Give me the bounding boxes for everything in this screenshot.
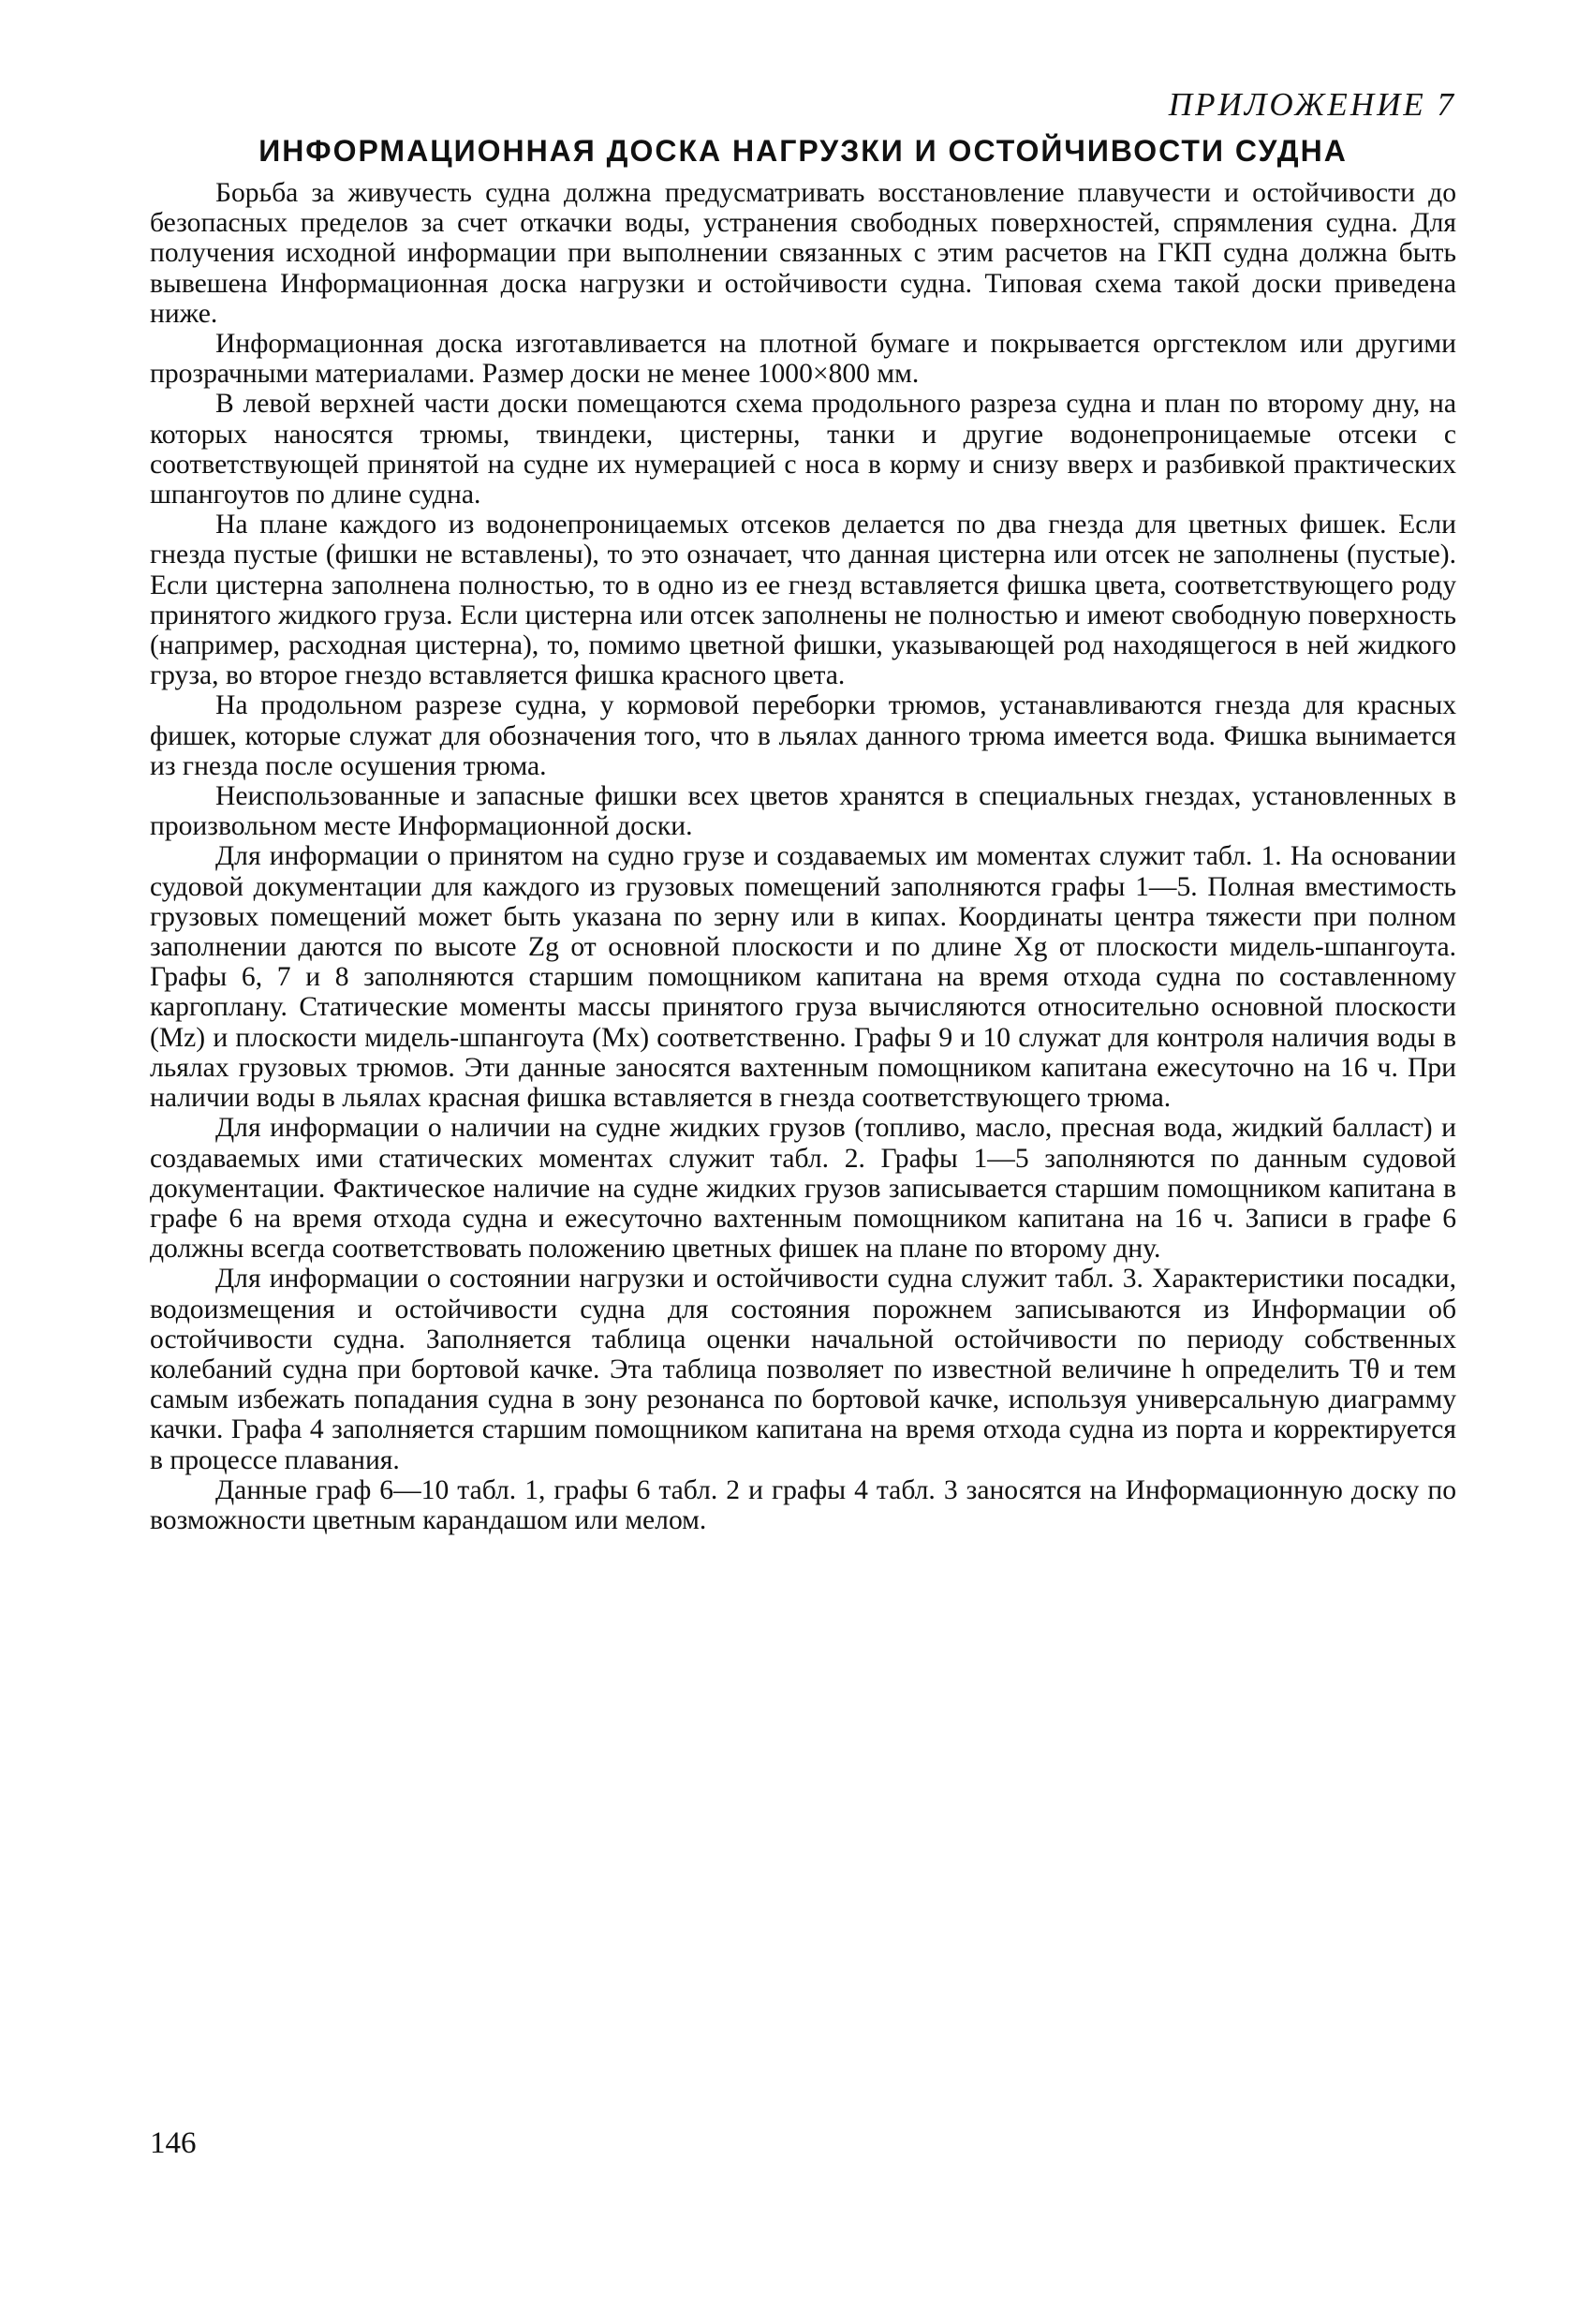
paragraph: Для информации о состоянии нагрузки и остойчивости судна служит табл. 3. Характеристики посадки, водоизмещения и остойчивости судна для состояния порожнем записываются из Информации об остойчивости судна. Заполняется таблица оценки начальной остойчивости по периоду собственных колебаний судна при бортовой качке. Эта таблица позволяет по известной величине h определить Tθ и тем самым избежать попадания судна в зону резонанса по бортовой качке, используя универсальную диаграмму качки. Графа 4 заполняется старшим помощником капитана на время отхода судна из порта и корректируется в процессе плавания. — [150, 1264, 1456, 1475]
document-page — [150, 84, 1456, 2267]
paragraph: На продольном разрезе судна, у кормовой переборки трюмов, устанавливаются гнезда для красных фишек, которые служат для обозначения того, что в льялах данного трюма имеется вода. Фишка вынимается из гнезда после осушения трюма. — [150, 690, 1456, 781]
paragraph: Неиспользованные и запасные фишки всех цветов хранятся в специальных гнездах, установленных в произвольном месте Информационной доски. — [150, 781, 1456, 842]
paragraph: Информационная доска изготавливается на плотной бумаге и покрывается оргстеклом или другими прозрачными материалами. Размер доски не менее 1000×800 мм. — [150, 329, 1456, 390]
paragraph: В левой верхней части доски помещаются схема продольного разреза судна и план по второму дну, на которых наносятся трюмы, твиндеки, цистерны, танки и другие водонепроницаемые отсеки с соответствующей принятой на судне их нумерацией с носа в корму и снизу вверх и разбивкой практических шпангоутов по длине судна. — [150, 389, 1456, 511]
paragraph: Борьба за живучесть судна должна предусматривать восстановление плавучести и остойчивости до безопасных пределов за счет откачки воды, устранения свободных поверхностей, спрямления судна. Для получения исходной информации при выполнении связанных с этим расчетов на ГКП судна должна быть вывешена Информационная доска нагрузки и остойчивости судна. Типовая схема такой доски приведена ниже. — [150, 178, 1456, 329]
page-number: 146 — [150, 2126, 197, 2160]
paragraph: На плане каждого из водонепроницаемых отсеков делается по два гнезда для цветных фишек. Если гнезда пустые (фишки не вставлены), то это означает, что данная цистерна или отсек не заполнены (пустые). Если цистерна заполнена полностью, то в одно из ее гнезд вставляется фишка цвета, соответствующего роду принятого жидкого груза. Если цистерна или отсек заполнены не полностью и имеют свободную поверхность (например, расходная цистерна), то, помимо цветной фишки, указывающей род находящегося в ней жидкого груза, во второе гнездо вставляется фишка красного цвета. — [150, 510, 1456, 691]
page-title: ИНФОРМАЦИОННАЯ ДОСКА НАГРУЗКИ И ОСТОЙЧИВОСТИ СУДНА — [258, 134, 1348, 168]
paragraph: Данные граф 6—10 табл. 1, графы 6 табл. 2 и графы 4 табл. 3 заносятся на Информационную доску по возможности цветным карандашом или мелом. — [150, 1474, 1456, 1535]
appendix-label: ПРИЛОЖЕНИЕ 7 — [1168, 86, 1456, 123]
paragraph: Для информации о принятом на судно грузе и создаваемых им моментах служит табл. 1. На основании судовой документации для каждого из грузовых помещений заполняются графы 1—5. Полная вместимость грузовых помещений может быть указана по зерну или в кипах. Координаты центра тяжести при полном заполнении даются по высоте Zg от основной плоскости и по длине Xg от плоскости мидель-шпангоута. Графы 6, 7 и 8 заполняются старшим помощником капитана на время отхода судна по составленному каргоплану. Статические моменты массы принятого груза вычисляются относительно основной плоскости (Mz) и плоскости мидель-шпангоута (Mx) соответственно. Графы 9 и 10 служат для контроля наличия воды в льялах грузовых трюмов. Эти данные заносятся вахтенным помощником капитана ежесуточно на 16 ч. При наличии воды в льялах красная фишка вставляется в гнезда соответствующего трюма. — [150, 841, 1456, 1114]
paragraph: Для информации о наличии на судне жидких грузов (топливо, масло, пресная вода, жидкий балласт) и создаваемых ими статических моментах служит табл. 2. Графы 1—5 заполняются по данным судовой документации. Фактическое наличие на судне жидких грузов записывается старшим помощником капитана в графе 6 на время отхода судна и ежесуточно вахтенным помощником капитана на 16 ч. Записи в графе 6 должны всегда соответствовать положению цветных фишек на плане по второму дну. — [150, 1113, 1456, 1265]
body-text — [150, 178, 1456, 1535]
